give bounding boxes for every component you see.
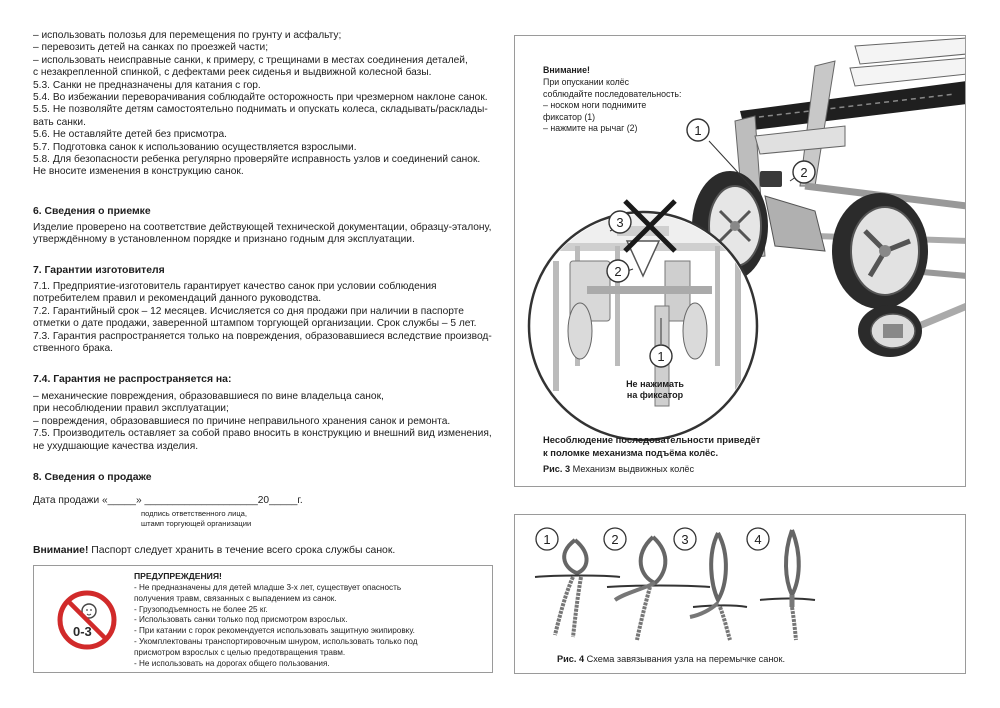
callout-main-1 bbox=[687, 119, 709, 141]
callout-main-2 bbox=[793, 161, 815, 183]
text-line: 7.1. Предприятие-изготовитель гарантирует качество санок при условии соблюдения bbox=[33, 281, 437, 292]
fig4-caption bbox=[557, 654, 785, 664]
passport-attention-note bbox=[33, 545, 395, 556]
do-not-press-line: Не нажимать bbox=[626, 379, 684, 389]
step-number: 2 bbox=[611, 532, 619, 547]
fig3-warning-line: Несоблюдение последовательности приведёт bbox=[543, 434, 761, 445]
signature-caption-line: подпись ответственного лица, bbox=[141, 509, 248, 518]
warnings-title: ПРЕДУПРЕЖДЕНИЯ! bbox=[134, 571, 222, 581]
section-6-body bbox=[33, 222, 491, 247]
text-line: – использовать полозья для перемещения по грунту и асфальту; bbox=[33, 30, 342, 41]
section-7-body bbox=[33, 281, 492, 355]
fig3-sequence-warning bbox=[543, 433, 760, 459]
text-line: 7.5. Производитель оставляет за собой право вносить в конструкцию и внешний вид изменения, bbox=[33, 428, 492, 440]
text-line: 5.5. Не позволяйте детям самостоятельно поднимать и опускать колеса, складывать/расклады- bbox=[33, 104, 488, 116]
section-6-heading: 6. Сведения о приемке bbox=[33, 206, 151, 217]
warning-item: получения травм, связанных с выпадением из санок. bbox=[134, 593, 337, 603]
knot-steps-illustration bbox=[515, 515, 966, 674]
section-7-heading: 7. Гарантии изготовителя bbox=[33, 265, 165, 276]
warning-item: - Не предназначены для детей младше 3-х лет, существует опасность bbox=[134, 583, 402, 592]
text-line: при несоблюдении правил эксплуатации; bbox=[33, 403, 229, 415]
text-line: – перевозить детей на санках по проезжей части; bbox=[33, 42, 269, 54]
step-number: 4 bbox=[754, 532, 762, 547]
callout-number: 2 bbox=[614, 264, 622, 279]
warnings-list bbox=[134, 583, 418, 669]
do-not-press-label bbox=[595, 379, 715, 401]
sale-date-line: Дата продажи «_____» ____________________20_____г. bbox=[33, 495, 303, 506]
text-line: 5.7. Подготовка санок к использованию осуществляется взрослыми. bbox=[33, 141, 357, 153]
warning-item: - Грузоподъемность не более 25 кг. bbox=[134, 604, 268, 614]
note-line: – нажмите на рычаг (2) bbox=[543, 123, 638, 134]
callout-number: 1 bbox=[657, 349, 665, 364]
note-line: фиксатор (1) bbox=[543, 111, 596, 122]
text-line: вать санки. bbox=[33, 116, 86, 128]
fig4-caption-text: Схема завязывания узла на перемычке санок. bbox=[584, 654, 786, 664]
warning-item: - Не использовать на дорогах общего пользования. bbox=[134, 658, 330, 668]
text-line: утверждённому в установленном порядке и признано годным для эксплуатации. bbox=[33, 234, 415, 246]
text-line: 7.2. Гарантийный срок – 12 месяцев. Исчисляется со дня продажи при наличии в паспорте bbox=[33, 305, 464, 317]
callout-detail-3 bbox=[609, 211, 631, 233]
warnings-box bbox=[33, 565, 493, 673]
text-line: Изделие проверено на соответствие действующей технической документации, образцу-эталону, bbox=[33, 222, 492, 233]
text-line: ственного брака. bbox=[33, 343, 113, 355]
text-line: 5.8. Для безопасности ребенка регулярно проверяйте исправность узлов и соединений санок. bbox=[33, 154, 481, 166]
callout-detail-2 bbox=[607, 260, 629, 282]
step-number: 3 bbox=[681, 532, 689, 547]
attention-label: Внимание! bbox=[33, 545, 89, 556]
section-74-heading: 7.4. Гарантия не распространяется на: bbox=[33, 374, 232, 385]
section-74-body bbox=[33, 391, 492, 453]
warning-item: - Использовать санки только под присмотром взрослых. bbox=[134, 615, 348, 625]
note-line: – носком ноги поднимите bbox=[543, 100, 647, 111]
text-line: отметки о дате продажи, заверенной штампом торгующей организации. Срок службы – 5 лет. bbox=[33, 318, 477, 330]
text-line: 7.3. Гарантия распространяется только на повреждения, образовавшиеся вследствие производ- bbox=[33, 330, 492, 342]
no-children-under-3-icon bbox=[56, 589, 118, 651]
text-line: – использовать неисправные санки, к примеру, с трещинами в местах соединения деталей, bbox=[33, 54, 468, 66]
text-line: 5.3. Санки не предназначены для катания с гор. bbox=[33, 79, 261, 91]
intro-section bbox=[33, 30, 493, 179]
fig3-note-title: Внимание! bbox=[543, 65, 590, 75]
text-line: – механические повреждения, образовавшиеся по вине владельца санок, bbox=[33, 391, 384, 402]
knot-step-3 bbox=[674, 528, 747, 640]
text-line: Не вносите изменения в конструкцию санок. bbox=[33, 166, 244, 178]
knot-step-4 bbox=[747, 528, 815, 640]
attention-text: Паспорт следует хранить в течение всего срока службы санок. bbox=[88, 545, 396, 556]
text-line: 5.6. Не оставляйте детей без присмотра. bbox=[33, 129, 227, 141]
warning-item: присмотром взрослых с целью предотвращения травм. bbox=[134, 647, 346, 657]
fig3-caption-label: Рис. 3 bbox=[543, 464, 571, 474]
figure-4-knot-scheme bbox=[514, 514, 966, 674]
fig3-warning-line: к поломке механизма подъёма колёс. bbox=[543, 447, 719, 458]
fig4-caption-label: Рис. 4 bbox=[557, 654, 585, 664]
note-line: При опускании колёс bbox=[543, 77, 630, 87]
callout-number: 1 bbox=[694, 123, 702, 138]
fig3-caption-text: Механизм выдвижных колёс bbox=[570, 464, 695, 474]
age-icon-text: 0-3 bbox=[73, 624, 92, 639]
note-line: соблюдайте последовательность: bbox=[543, 88, 682, 99]
text-line: 5.4. Во избежании переворачивания соблюдайте осторожность при чрезмерном наклоне санок. bbox=[33, 92, 488, 104]
section-8-heading: 8. Сведения о продаже bbox=[33, 472, 152, 483]
text-line: с незакрепленной спинкой, с дефектами реек сиденья и выдвижной колесной базы. bbox=[33, 67, 432, 79]
warning-item: - При катании с горок рекомендуется использовать защитную экипировку. bbox=[134, 626, 415, 636]
fig3-callouts bbox=[515, 36, 966, 487]
callout-detail-1 bbox=[650, 345, 672, 367]
signature-caption-line: штамп торгующей организации bbox=[141, 519, 252, 528]
text-line: не ухудшающие качества изделия. bbox=[33, 440, 199, 452]
text-line: потребителем правил и рекомендаций данного руководства. bbox=[33, 293, 322, 305]
callout-number: 2 bbox=[800, 165, 808, 180]
fig3-caption bbox=[543, 464, 694, 474]
text-line: – повреждения, образовавшиеся по причине неправильного хранения санок и ремонта. bbox=[33, 415, 451, 427]
warning-item: - Укомплектованы транспортировочным шнуром, использовать только под bbox=[134, 636, 418, 646]
do-not-press-line: на фиксатор bbox=[626, 390, 684, 400]
callout-number: 3 bbox=[616, 215, 624, 230]
step-number: 1 bbox=[543, 532, 551, 547]
figure-3-wheel-mechanism bbox=[514, 35, 966, 487]
